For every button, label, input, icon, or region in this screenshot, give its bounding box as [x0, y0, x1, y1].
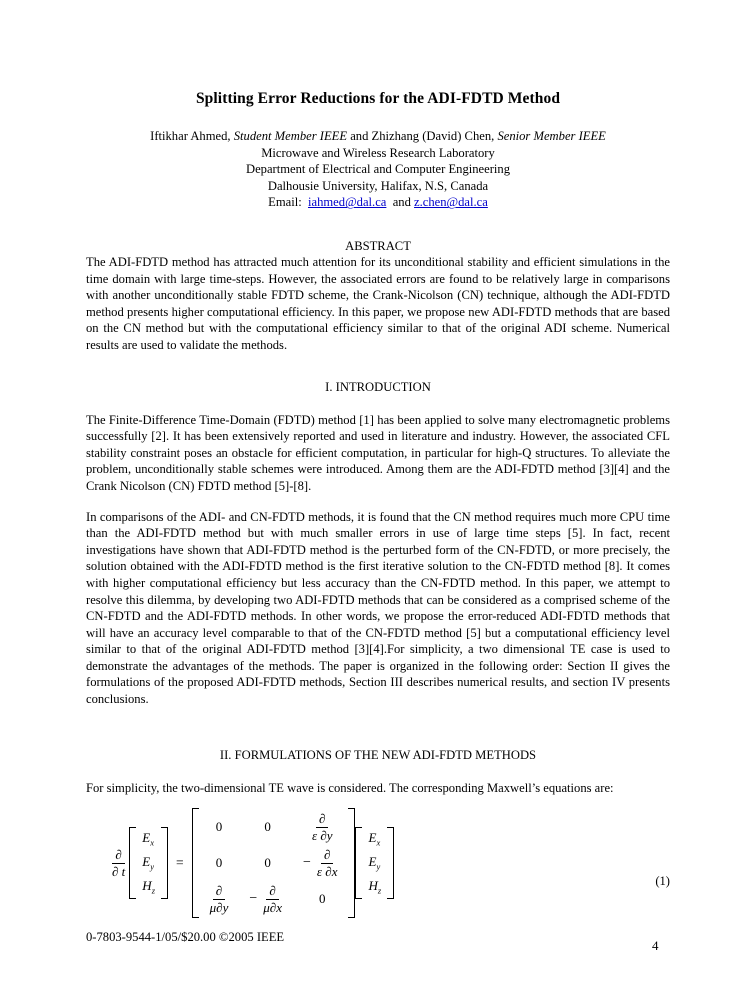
- page-title: Splitting Error Reductions for the ADI-FDTD Method: [195, 90, 561, 107]
- footer-copyright: 0-7803-9544-1/05/$20.00 ©2005 IEEE: [86, 930, 285, 944]
- bracket-left-icon: [192, 808, 199, 918]
- equation-expression: [108, 808, 394, 918]
- intro-paragraph-2: In comparisons of the ADI- and CN-FDTD methods, it is found that the CN method requires much more CPU time than the ADI-FDTD method but with much smaller errors in use of large time steps [5]. In fact, recent investigations have shown that ADI-FDTD method is the perturbed form of the CN-FDTD, or more precisely, the solution obtained with the ADI-FDTD method is the first iterative solution to the CN-FDTD method [8]. It comes with higher computational efficiency but less accuracy than the CN-FDTD method. In this paper, we attempt to resolve this dilemma, by developing two ADI-FDTD methods that can be considered as a comprised scheme of the CN-FDTD and the ADI-FDTD methods. In other words, we propose the error-reduced ADI-FDTD methods that will have an accuracy level comparable to that of the CN-FDTD method [5] but a computational efficiency level similar to that of the original ADI-FDTD method [3][4].For simplicity, a two dimensional TE case is used to demonstrate the advantages of the methods. The paper is organized in the following order: Section II gives the formulations of the proposed ADI-FDTD methods, Section III describes numerical results, and section IV presents conclusions.: [86, 509, 670, 707]
- matrix-cell-r1c3: [308, 810, 337, 844]
- matrix-cell-r2c3-numerator: ∂: [321, 848, 333, 864]
- email-line: [86, 194, 670, 211]
- state-vector-lhs-ey: $E_y$: [142, 854, 155, 872]
- affiliation-line-3: Dalhousie University, Halifax, N.S, Canada: [267, 178, 489, 193]
- state-vector-lhs-hz: $H_z$: [142, 878, 155, 896]
- matrix-cell-r3c1-denominator: μ∂y: [209, 899, 229, 915]
- author-name-1: Iftikhar Ahmed,: [150, 129, 231, 144]
- bracket-right-icon: [348, 808, 355, 918]
- equation-number: (1): [655, 874, 670, 889]
- bracket-left-icon: [129, 827, 136, 899]
- affiliation-line-1: Microwave and Wireless Research Laboratory: [261, 145, 495, 160]
- author-conjunction: and Zhizhang (David) Chen,: [347, 129, 495, 144]
- matrix-cell-r3c2-sign: −: [249, 891, 258, 907]
- matrix-cell-r3c3: 0: [318, 891, 326, 907]
- equals-sign: =: [176, 855, 184, 871]
- email-separator: and: [392, 195, 411, 210]
- affiliation-line-2: Department of Electrical and Computer Engineering: [245, 162, 511, 177]
- matrix-cell-r1c3-denominator: ε ∂y: [311, 827, 333, 843]
- matrix-cell-r1c3-numerator: ∂: [316, 812, 328, 828]
- abstract-text: The ADI-FDTD method has attracted much attention for its unconditional stability and efficient simulations in the time domain with large time-steps. However, the associated errors are found to be relatively large in comparisons with another unconditionally stable FDTD scheme, the Crank-Nicolson (CN) technique, although the ADI-FDTD method presents higher computational efficiency. In this paper, we propose new ADI-FDTD methods that are based on the CN method but with the computational efficiency similar to that of the original ADI scheme. Numerical results are used to validate the methods.: [86, 255, 670, 352]
- matrix-cell-r3c1: [206, 882, 233, 916]
- abstract-heading: ABSTRACT: [345, 239, 411, 254]
- section-heading-formulations: II. FORMULATIONS OF THE NEW ADI-FDTD METHODS: [219, 747, 537, 762]
- page-content: [86, 0, 670, 958]
- matrix-cell-r3c2-denominator: μ∂x: [263, 899, 282, 915]
- state-vector-rhs-ex: $E_x$: [368, 830, 381, 848]
- bracket-left-icon: [355, 827, 362, 899]
- email-link-1[interactable]: iahmed@dal.ca: [308, 195, 387, 210]
- state-vector-rhs-hz: $H_z$: [368, 878, 382, 896]
- operator-matrix: [192, 808, 356, 918]
- authors-block: [86, 128, 670, 211]
- email-link-2[interactable]: z.chen@dal.ca: [414, 195, 488, 210]
- matrix-cell-r2c1: 0: [215, 855, 223, 871]
- time-derivative-numerator: ∂: [112, 848, 124, 864]
- author-role-1: Student Member IEEE: [233, 129, 348, 144]
- author-role-2: Senior Member IEEE: [497, 129, 606, 144]
- matrix-cell-r3c2: [249, 882, 286, 916]
- time-derivative-operator: [109, 848, 128, 879]
- matrix-cell-r3c2-numerator: ∂: [266, 884, 278, 900]
- matrix-cell-r2c2: 0: [264, 855, 271, 871]
- page-number: 4: [652, 938, 659, 953]
- email-label: Email:: [268, 195, 302, 210]
- author-line: [86, 128, 670, 145]
- matrix-cell-r2c3: [303, 846, 341, 880]
- matrix-cell-r1c1: 0: [215, 819, 223, 835]
- matrix-cell-r2c3-denominator: ε ∂x: [316, 863, 338, 879]
- bracket-right-icon: [161, 827, 168, 899]
- matrix-cell-r3c1-numerator: ∂: [213, 884, 225, 900]
- matrix-cell-r1c2: 0: [264, 819, 271, 835]
- matrix-cell-r2c3-sign: −: [303, 855, 311, 871]
- time-derivative-denominator: ∂ t: [112, 863, 126, 879]
- state-vector-rhs-ey: $E_y$: [368, 854, 381, 872]
- formulations-paragraph-1: For simplicity, the two-dimensional TE wave is considered. The corresponding Maxwell’s equations are:: [86, 780, 614, 795]
- state-vector-lhs-ex: $E_x$: [142, 830, 155, 848]
- intro-paragraph-1: The Finite-Difference Time-Domain (FDTD) method [1] has been applied to solve many electromagnetic problems successfully [2]. It has been extensively reported and used in literature and industry. However, the associated CFL stability constraint poses an obstacle for efficient computation, in particular for high-Q structures. To alleviate the problem, unconditionally stable schemes were introduced. Among them are the ADI-FDTD method [3][4] and the Crank Nicolson (CN) FDTD method [5]-[8].: [86, 412, 670, 493]
- state-vector-lhs: [129, 827, 168, 899]
- state-vector-rhs: [355, 827, 394, 899]
- section-heading-introduction: I. INTRODUCTION: [325, 379, 431, 394]
- bracket-right-icon: [387, 827, 394, 899]
